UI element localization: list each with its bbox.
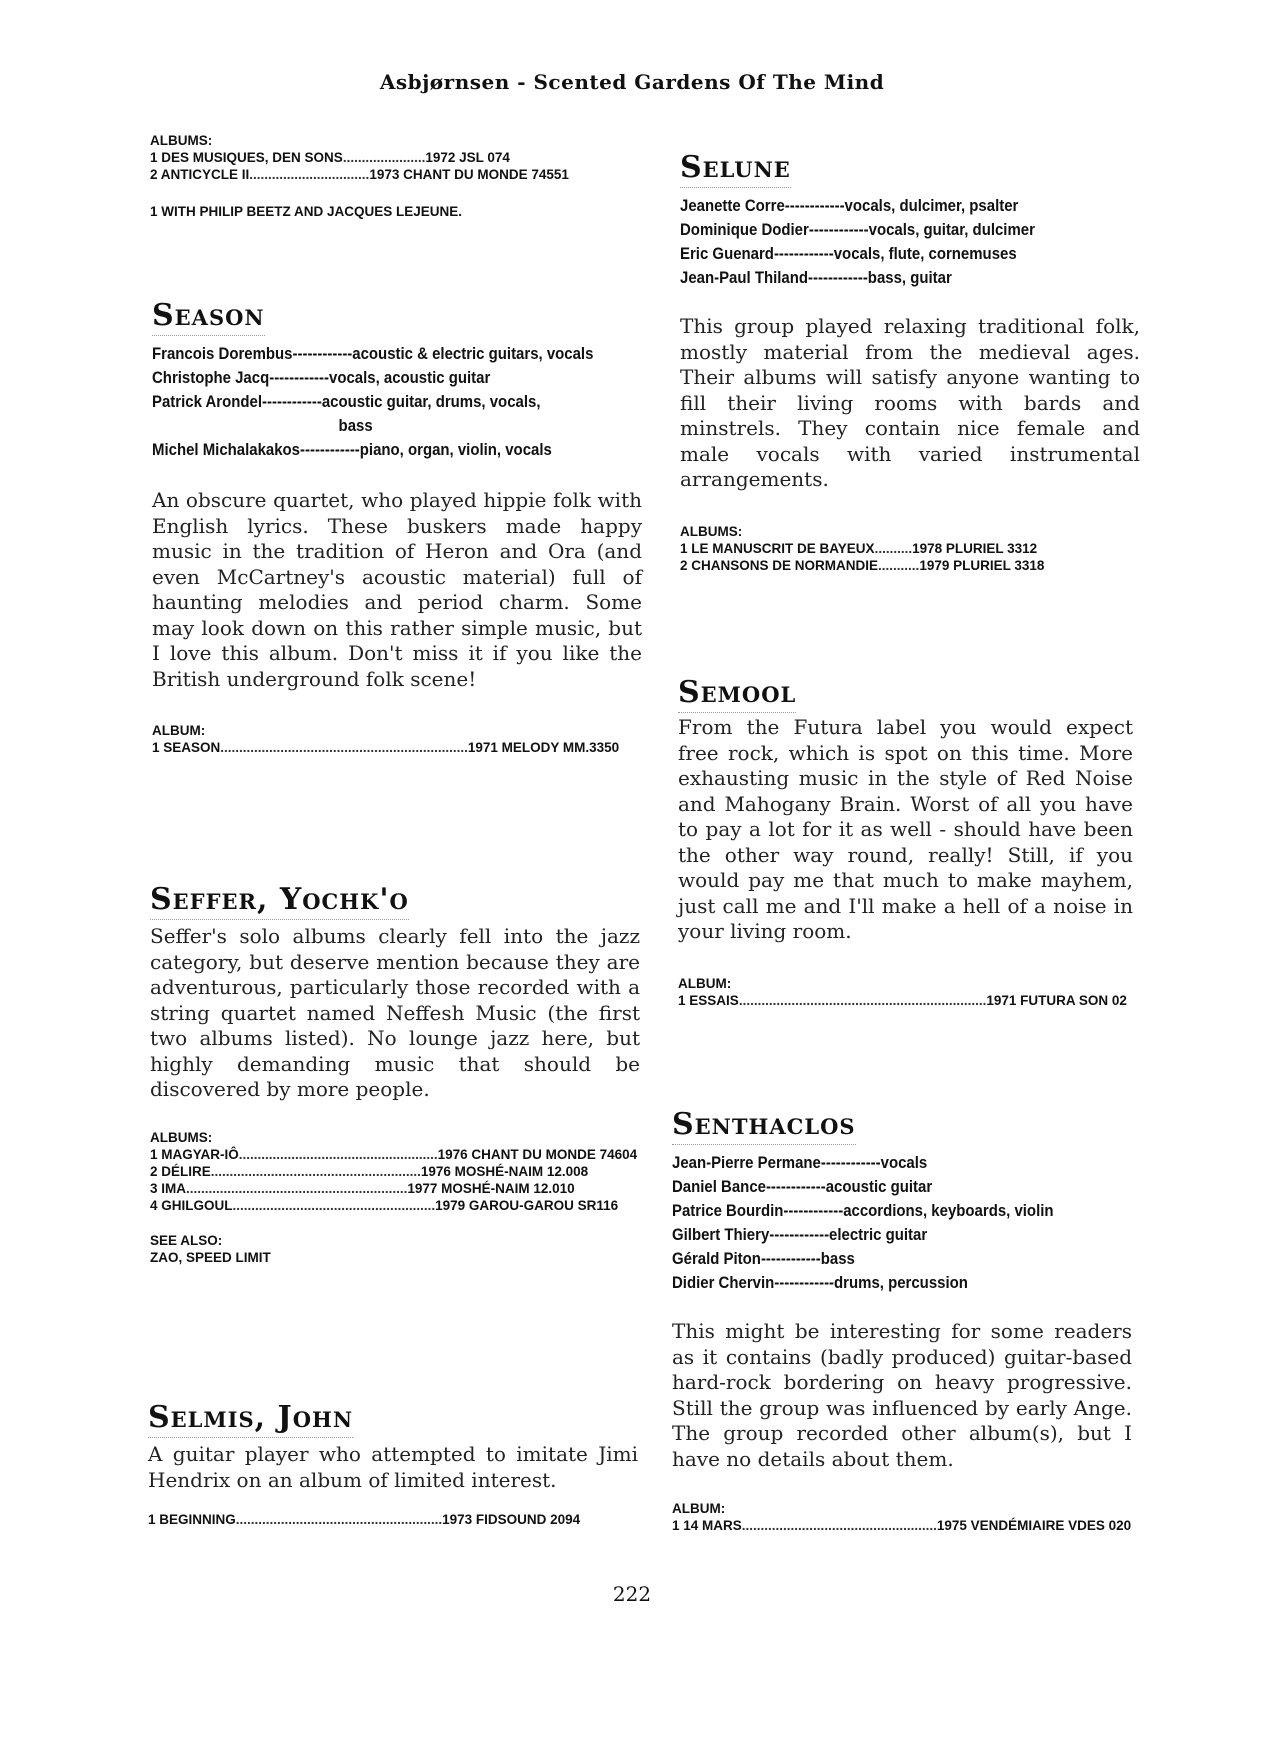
member-name: Jean-Paul Thiland (680, 268, 809, 287)
member-name: Patrice Bourdin (672, 1201, 784, 1220)
artist-name: Selmis, John (148, 1400, 353, 1438)
album-info: 1975 VENDÉMIAIRE VDES 020 (936, 1518, 1132, 1533)
album-title: ESSAIS (689, 992, 739, 1008)
album-info: 1971 FUTURA SON 02 (986, 992, 1127, 1008)
dot-leader: .................................................................. (220, 740, 468, 755)
entry-selune (680, 150, 1140, 574)
member-leader: ------------ (784, 196, 845, 215)
album-number: 1 (148, 1512, 156, 1527)
member-list (152, 342, 642, 462)
artist-name: Senthaclos (672, 1107, 856, 1145)
album-number: 1 (152, 740, 160, 755)
member-role: bass (820, 1249, 855, 1268)
discography-list (148, 1511, 638, 1528)
dot-leader: ...................................................... (232, 1197, 436, 1213)
member-leader: ------------ (820, 1153, 881, 1172)
album-label: ALBUMS: (150, 1129, 213, 1145)
artist-name: Seffer, Yochk'o (150, 882, 409, 920)
member-leader: ------------ (783, 1201, 844, 1220)
album-title: IMA (161, 1180, 187, 1196)
page-number: 222 (612, 1582, 652, 1606)
dot-leader: ....................................................... (235, 1512, 443, 1527)
member-leader: ------------ (262, 392, 322, 411)
member-leader: ------------ (765, 1177, 826, 1196)
album-info: 1976 CHANT DU MONDE 74604 (437, 1146, 638, 1162)
album-title: LE MANUSCRIT DE BAYEUX (691, 540, 875, 556)
member-row (680, 218, 1085, 242)
dot-leader: ........... (878, 557, 920, 573)
member-role: vocals, acoustic guitar (329, 368, 491, 387)
running-header: Asbjørnsen - Scented Gardens Of The Mind (379, 70, 885, 94)
album-info: 1979 GAROU-GAROU SR116 (435, 1197, 619, 1213)
member-role: vocals, dulcimer, psalter (844, 196, 1019, 215)
dot-leader: .................................................... (741, 1518, 937, 1533)
member-row (672, 1199, 1077, 1223)
album-title: GHILGOUL (161, 1197, 233, 1213)
discography-list (672, 1517, 1132, 1534)
member-row (672, 1175, 1077, 1199)
member-row (152, 438, 583, 462)
member-role: vocals, guitar, dulcimer (868, 220, 1035, 239)
member-name: Jeanette Corre (680, 196, 785, 215)
album-info: 1977 MOSHÉ-NAIM 12.010 (407, 1180, 575, 1196)
entry-senthaclos (672, 1107, 1132, 1534)
dot-leader: ..................................................... (238, 1146, 438, 1162)
album-number: 2 (150, 167, 158, 182)
member-leader: ------------ (774, 1273, 835, 1292)
album-number: 2 (150, 1163, 158, 1179)
album-info: 1976 MOSHÉ-NAIM 12.008 (420, 1163, 589, 1179)
member-row (672, 1151, 1077, 1175)
album-title: 14 MARS (683, 1518, 742, 1533)
album-info: 1973 FIDSOUND 2094 (442, 1512, 581, 1527)
member-leader: ------------ (773, 244, 834, 263)
member-leader: ------------ (808, 268, 868, 287)
member-name: Gérald Piton (672, 1249, 761, 1268)
album-title: DÉLIRE (161, 1163, 211, 1179)
discography-list (152, 739, 642, 756)
member-name: Michel Michalakakos (152, 440, 301, 459)
album-title: DES MUSIQUES, DEN SONS (161, 150, 343, 165)
member-leader: ------------ (769, 1225, 830, 1244)
member-role: drums, percussion (834, 1273, 968, 1292)
artist-name: Selune (680, 150, 791, 188)
member-name: Patrick Arondel (152, 392, 263, 411)
album-info: 1979 PLURIEL 3318 (919, 557, 1045, 573)
discography-entry (150, 1197, 640, 1214)
album-info: 1971 MELODY MM.3350 (467, 740, 620, 755)
member-row (680, 266, 1085, 290)
album-title: SEASON (163, 740, 221, 755)
discography-entry (150, 1146, 640, 1163)
member-leader: ------------ (269, 368, 330, 387)
member-role: bass (338, 416, 373, 435)
album-title: ANTICYCLE II (160, 167, 250, 182)
album-title: BEGINNING (159, 1512, 236, 1527)
entry-selmis (148, 1400, 638, 1528)
dot-leader: .......... (874, 540, 913, 556)
entry-semool (678, 675, 1133, 1009)
member-name: Francois Dorembus (152, 344, 293, 363)
member-row (672, 1247, 1077, 1271)
member-leader: ------------ (808, 220, 869, 239)
member-row (152, 390, 583, 414)
discography-list (150, 1146, 640, 1214)
member-list (672, 1151, 1132, 1295)
entry-seffer (150, 882, 640, 1266)
entry-text: An obscure quartet, who played hippie folk with English lyrics. These buskers made happy music in the tradition of Heron and Ora (and even McCartney's acoustic material) full of haunting melodies and period charm. Some may look down on this rather simple music, but I love this album. Don't miss it if you like the British underground folk scene! (152, 488, 642, 691)
entry-text: Seffer's solo albums clearly fell into the jazz category, but deserve mention because they are adventurous, particularly those recorded with a string quartet named Neffesh Music (the first two albums listed). No lounge jazz here, but highly demanding music that should be discovered by more people. (150, 924, 640, 1101)
member-name: Eric Guenard (680, 244, 774, 263)
album-label: ALBUM: (678, 975, 732, 991)
member-leader: ------------ (292, 344, 353, 363)
member-row (680, 242, 1085, 266)
member-role: vocals (880, 1153, 928, 1172)
member-row (152, 414, 583, 438)
member-name: Dominique Dodier (680, 220, 809, 239)
album-title: CHANSONS DE NORMANDIE (691, 557, 879, 573)
discography-entry (150, 149, 630, 166)
member-role: acoustic guitar, drums, vocals, (321, 392, 541, 411)
member-name: Gilbert Thiery (672, 1225, 770, 1244)
top-albums-block (150, 132, 630, 220)
member-row (680, 194, 1085, 218)
member-role: bass, guitar (867, 268, 952, 287)
dot-leader: .................................................................. (738, 992, 987, 1008)
album-number: 1 (672, 1518, 680, 1533)
member-role: electric guitar (829, 1225, 928, 1244)
album-number: 4 (150, 1197, 158, 1213)
member-name: Christophe Jacq (152, 368, 270, 387)
discography-list (150, 149, 630, 183)
discography-entry (150, 166, 630, 183)
member-row (672, 1271, 1077, 1295)
album-label: ALBUM: (152, 723, 206, 738)
member-row (672, 1223, 1077, 1247)
discography-entry (150, 1163, 640, 1180)
album-title: MAGYAR-IÔ (161, 1146, 239, 1162)
dot-leader: ........................................................ (210, 1163, 421, 1179)
entry-text: From the Futura label you would expect free rock, which is spot on this time. More exhausting music in the style of Red Noise and Mahogany Brain. Worst of all you have to pay a lot for it as well - should have been the other way round, really! Still, if you would pay me that much to make mayhem, just call me and I'll make a hell of a noise in your living room. (678, 715, 1133, 943)
artist-name: Season (152, 298, 265, 336)
entry-text: This group played relaxing traditional folk, mostly material from the medieval ages. Their albums will satisfy anyone wanting to fill their living rooms with bards and minstrels. They contain nice female and male vocals with varied instrumental arrangements. (680, 314, 1140, 491)
album-number: 1 (680, 540, 688, 556)
member-row (152, 342, 594, 366)
discography-list (678, 992, 1133, 1009)
album-label: ALBUMS: (680, 523, 743, 539)
discography-entry (148, 1511, 638, 1528)
album-info: 1972 JSL 074 (425, 150, 510, 165)
member-role: accordions, keyboards, violin (843, 1201, 1054, 1220)
member-name: Didier Chervin (672, 1273, 775, 1292)
album-info: 1973 CHANT DU MONDE 74551 (369, 167, 569, 182)
albums-label: ALBUMS: (150, 133, 213, 148)
member-name: Daniel Bance (672, 1177, 766, 1196)
member-role: acoustic & electric guitars, vocals (352, 344, 594, 363)
album-number: 3 (150, 1180, 158, 1196)
member-list (680, 194, 1140, 290)
entry-season (152, 298, 642, 756)
album-info: 1978 PLURIEL 3312 (912, 540, 1038, 556)
member-role: vocals, flute, cornemuses (833, 244, 1017, 263)
dot-leader: ........................................................... (186, 1180, 408, 1196)
discography-list (680, 540, 1140, 574)
member-row (152, 366, 583, 390)
discography-entry (152, 739, 642, 756)
discography-entry (680, 557, 1140, 574)
album-note: 1 WITH PHILIP BEETZ AND JACQUES LEJEUNE. (150, 204, 463, 219)
album-number: 1 (150, 1146, 158, 1162)
dot-leader: ................................ (249, 167, 370, 182)
artist-name: Semool (678, 675, 796, 713)
album-number: 2 (680, 557, 688, 573)
discography-entry (150, 1180, 640, 1197)
album-number: 1 (150, 150, 158, 165)
album-label: ALBUM: (672, 1501, 726, 1516)
discography-entry (680, 540, 1140, 557)
member-role: piano, organ, violin, vocals (359, 440, 552, 459)
see-also-label: SEE ALSO: (150, 1232, 223, 1248)
member-name: Jean-Pierre Permane (672, 1153, 821, 1172)
member-leader: ------------ (760, 1249, 821, 1268)
dot-leader: ...................... (342, 150, 426, 165)
discography-entry (672, 1517, 1132, 1534)
see-also-text: ZAO, SPEED LIMIT (150, 1249, 271, 1265)
member-role: acoustic guitar (825, 1177, 933, 1196)
album-number: 1 (678, 992, 686, 1008)
member-leader: ------------ (300, 440, 360, 459)
discography-entry (678, 992, 1133, 1009)
entry-text: A guitar player who attempted to imitate Jimi Hendrix on an album of limited interest. (148, 1442, 638, 1492)
entry-text: This might be interesting for some readers as it contains (badly produced) guitar-based hard-rock bordering on heavy progressive. Still the group was influenced by early Ange. The group recorded other album(s), but I have no details about them. (672, 1319, 1132, 1471)
